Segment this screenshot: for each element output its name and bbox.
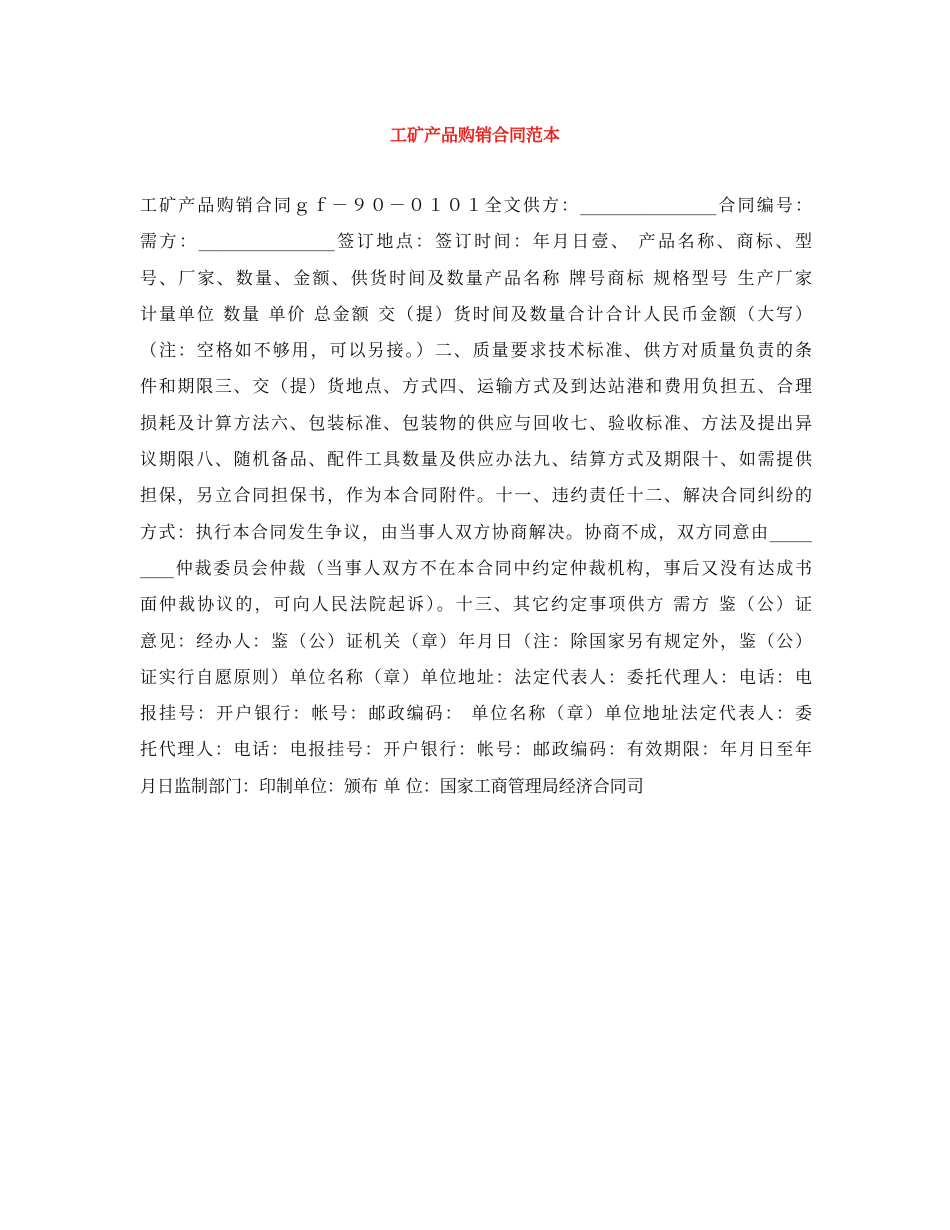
body-line: 托代理人：电话：电报挂号：开户银行：帐号：邮政编码：有效期限：年月日至年 xyxy=(140,740,812,761)
body-line: 担保，另立合同担保书，作为本合同附件。十一、违约责任十二、解决合同纠纷的 xyxy=(140,486,812,507)
body-line: 计量单位 数量 单价 总金额 交（提）货时间及数量合计合计人民币金额（大写） xyxy=(140,304,812,325)
body-line: 月日监制部门：印制单位：颁布 单 位：国家工商管理局经济合同司 xyxy=(140,776,644,797)
body-line: 方式：执行本合同发生争议，由当事人双方协商解决。协商不成，双方同意由_____ xyxy=(140,522,812,543)
body-line: 议期限八、随机备品、配件工具数量及供应办法九、结算方式及期限十、如需提供 xyxy=(140,450,812,471)
body-line: 需方：________________签订地点：签订时间：年月日壹、 产品名称、商标、型 xyxy=(140,232,812,253)
body-line: 工矿产品购销合同ｇｆ－９０－０１０１全文供方：________________合同编号： xyxy=(140,196,812,216)
document-title: 工矿产品购销合同范本 xyxy=(390,126,560,146)
body-line: 报挂号：开户银行：帐号：邮政编码： 单位名称（章）单位地址法定代表人：委 xyxy=(140,704,812,725)
body-line: 意见：经办人：鉴（公）证机关（章）年月日（注：除国家另有规定外，鉴（公） xyxy=(140,631,812,652)
body-line: 损耗及计算方法六、包装标准、包装物的供应与回收七、验收标准、方法及提出异 xyxy=(140,413,812,434)
body-line: 号、厂家、数量、金额、供货时间及数量产品名称 牌号商标 规格型号 生产厂家 xyxy=(140,268,812,289)
body-line: 件和期限三、交（提）货地点、方式四、运输方式及到达站港和费用负担五、合理 xyxy=(140,377,812,398)
body-line: 证实行自愿原则）单位名称（章）单位地址：法定代表人：委托代理人：电话：电 xyxy=(140,667,812,688)
body-line: （注：空格如不够用，可以另接。）二、质量要求技术标准、供方对质量负责的条 xyxy=(140,341,812,362)
body-line: ____仲裁委员会仲裁（当事人双方不在本合同中约定仲裁机构，事后又没有达成书 xyxy=(140,558,812,579)
document-body xyxy=(140,188,812,805)
body-line: 面仲裁协议的，可向人民法院起诉）。十三、其它约定事项供方 需方 鉴（公）证 xyxy=(140,595,812,616)
